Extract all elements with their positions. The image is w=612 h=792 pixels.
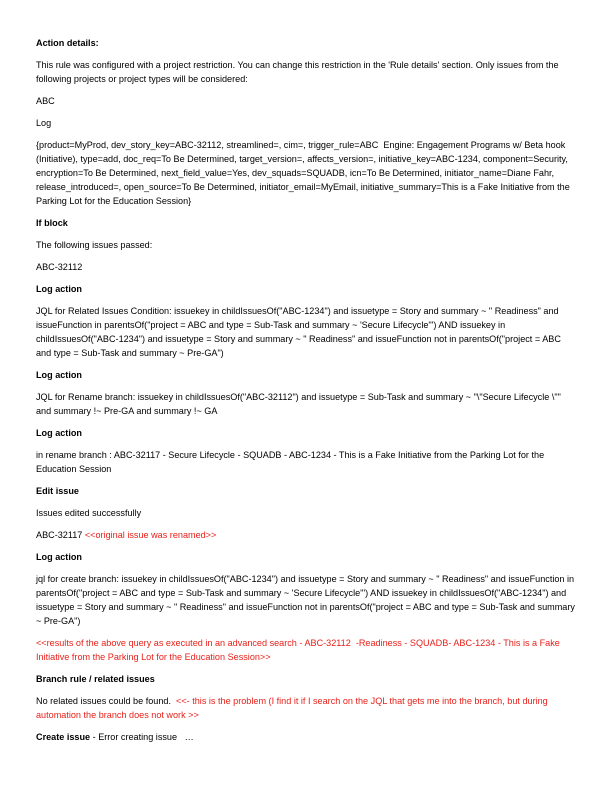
create-branch-jql: jql for create branch: issuekey in childIssuesOf("ABC-1234") and issuetype = Story and summary ~ " Readiness" and issueFunction in parentsOf("project = ABC and type = Sub-Task and summary ~ 'Secure Lifecycle'") AND issuekey in childIssuesOf("ABC-1234") and issuetype = Story and summary ~ " Readiness" and issueFunction not in parentsOf("project = ABC and type = Sub-Task and summary ~ Pre-GA")	[36, 574, 578, 626]
if-block-heading: If block	[36, 218, 68, 228]
query-results-note: <<results of the above query as executed in an advanced search - ABC-32112 -Readiness - SQUADB- ABC-1234 - This is a Fake Initiative from the Parking Lot for the Education Session>>	[36, 638, 563, 662]
log-label: Log	[36, 118, 52, 128]
create-issue-separator: -	[90, 732, 99, 742]
related-issues-jql: JQL for Related Issues Condition: issuekey in childIssuesOf("ABC-1234") and issuetype = Story and summary ~ " Readiness" and issueFunction in parentsOf("project = ABC and type = Sub-Task and summary ~ 'Secure Lifecycle'") AND issuekey in childIssuesOf("ABC-1234") and issuetype = Story and summary ~ " Readiness" and issueFunction not in parentsOf("project = ABC and type = Sub-Task and summary ~ Pre-GA")	[36, 306, 564, 358]
log-action-heading: Log action	[36, 284, 82, 294]
if-block-text: The following issues passed:	[36, 240, 153, 250]
audit-log-document	[36, 36, 578, 752]
create-issue-error: Error creating issue …	[98, 732, 194, 742]
create-issue-line	[36, 730, 578, 744]
log-content: {product=MyProd, dev_story_key=ABC-32112, streamlined=, cim=, trigger_rule=ABC Engine: Engagement Programs w/ Beta hook (Initiative), type=add, doc_req=To Be Determined, target_version=, affects_version=, initiative_key=ABC-1234, component=Security, encryption=To Be Determined, next_field_value=Yes, dev_squads=SQUADB, icn=To Be Determined, initiator_name=Diane Fahr, release_introduced=, open_source=To Be Determined, initiator_email=MyEmail, initiative_summary=This is a Fake Initiative from the Parking Lot for the Education Session}	[36, 140, 573, 206]
branch-rule-heading: Branch rule / related issues	[36, 674, 155, 684]
rename-branch-log: in rename branch : ABC-32117 - Secure Lifecycle - SQUADB - ABC-1234 - This is a Fake Initiative from the Parking Lot for the Education Session	[36, 450, 547, 474]
log-action-heading: Log action	[36, 552, 82, 562]
project-restriction-value: ABC	[36, 96, 55, 106]
log-action-heading: Log action	[36, 428, 82, 438]
renamed-note: <<original issue was renamed>>	[84, 530, 217, 540]
branch-rule-text: No related issues could be found.	[36, 696, 171, 706]
if-block-issue: ABC-32112	[36, 262, 83, 272]
edit-issue-heading: Edit issue	[36, 486, 79, 496]
log-action-heading: Log action	[36, 370, 82, 380]
edited-issue-line	[36, 528, 578, 542]
branch-rule-line	[36, 694, 578, 722]
edited-issue-key: ABC-32117	[36, 530, 83, 540]
action-details-description: This rule was configured with a project restriction. You can change this restriction in the 'Rule details' section. Only issues from the following projects or project types will be considered:	[36, 60, 562, 84]
create-issue-heading: Create issue	[36, 732, 91, 742]
rename-branch-jql: JQL for Rename branch: issuekey in childIssuesOf("ABC-32112") and issuetype = Sub-Task and summary ~ "\"Secure Lifecycle \"" and summary !~ Pre-GA and summary !~ GA	[36, 392, 564, 416]
problem-note: <<- this is the problem (I find it if I search on the JQL that gets me into the branch, but during automation the branch does not work >>	[36, 696, 551, 720]
edit-issue-text: Issues edited successfully	[36, 508, 142, 518]
action-details-heading: Action details:	[36, 38, 99, 48]
